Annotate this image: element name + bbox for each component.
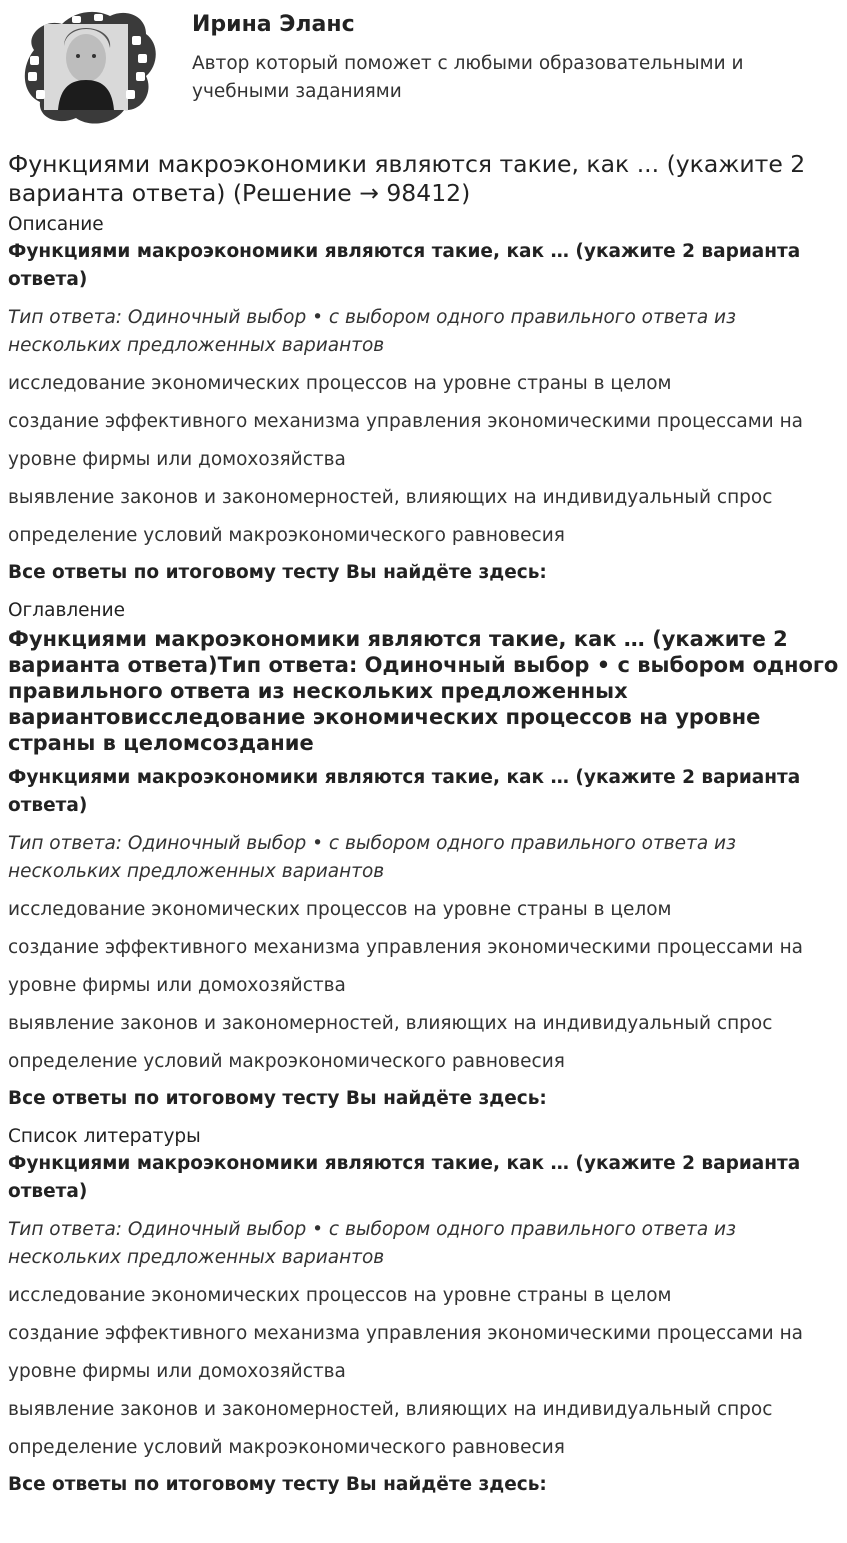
option-item: исследование экономических процессов на уровне страны в целом — [8, 1285, 672, 1306]
option-item: определение условий макроэкономического равновесия — [8, 525, 565, 546]
answer-type: Тип ответа: Одиночный выбор • с выбором одного правильного ответа из нескольких предложенных вариантов — [8, 833, 736, 882]
section-label-literature: Список литературы — [8, 1126, 201, 1147]
answer-type: Тип ответа: Одиночный выбор • с выбором одного правильного ответа из нескольких предложенных вариантов — [8, 1219, 736, 1268]
option-item: исследование экономических процессов на уровне страны в целом — [8, 373, 672, 394]
avatar[interactable] — [14, 6, 160, 128]
question-text: Функциями макроэкономики являются такие, как … (укажите 2 варианта ответа) — [8, 1153, 801, 1202]
author-name[interactable]: Ирина Эланс — [192, 12, 355, 37]
question-text: Функциями макроэкономики являются такие, как … (укажите 2 варианта ответа) — [8, 241, 801, 290]
option-item: выявление законов и закономерностей, влияющих на индивидуальный спрос — [8, 487, 773, 508]
option-item: создание эффективного механизма управления экономическими процессами на — [8, 1323, 804, 1344]
question-text: Функциями макроэкономики являются такие, как … (укажите 2 варианта ответа) — [8, 767, 801, 816]
option-item: уровне фирмы или домохозяйства — [8, 1361, 346, 1382]
author-block — [8, 0, 839, 140]
author-description: Автор который поможет с любыми образовательными и учебными заданиями — [192, 53, 744, 102]
all-answers-text: Все ответы по итоговому тесту Вы найдёте здесь: — [8, 1474, 547, 1495]
avatar-image — [14, 6, 160, 128]
answer-type: Тип ответа: Одиночный выбор • с выбором одного правильного ответа из нескольких предложенных вариантов — [8, 307, 736, 356]
option-item: выявление законов и закономерностей, влияющих на индивидуальный спрос — [8, 1013, 773, 1034]
all-answers-text: Все ответы по итоговому тесту Вы найдёте здесь: — [8, 1088, 547, 1109]
option-item: уровне фирмы или домохозяйства — [8, 975, 346, 996]
section-label-description: Описание — [8, 214, 104, 235]
option-item: определение условий макроэкономического равновесия — [8, 1051, 565, 1072]
option-item: создание эффективного механизма управления экономическими процессами на — [8, 411, 804, 432]
all-answers-text: Все ответы по итоговому тесту Вы найдёте здесь: — [8, 562, 547, 583]
option-item: исследование экономических процессов на уровне страны в целом — [8, 899, 672, 920]
option-item: создание эффективного механизма управления экономическими процессами на — [8, 937, 804, 958]
option-item: уровне фирмы или домохозяйства — [8, 449, 346, 470]
page-title: Функциями макроэкономики являются такие, как ... (укажите 2 варианта ответа) (Решение → 98412) — [8, 150, 806, 207]
toc-heading: Функциями макроэкономики являются такие, как … (укажите 2 варианта ответа)Тип ответа: Одиночный выбор • с выбором одного правильного ответа из нескольких предложенных вариантовисследование экономических процессов на уровне страны в целомсоздание — [8, 627, 839, 755]
option-item: выявление законов и закономерностей, влияющих на индивидуальный спрос — [8, 1399, 773, 1420]
section-label-toc: Оглавление — [8, 600, 126, 621]
option-item: определение условий макроэкономического равновесия — [8, 1437, 565, 1458]
